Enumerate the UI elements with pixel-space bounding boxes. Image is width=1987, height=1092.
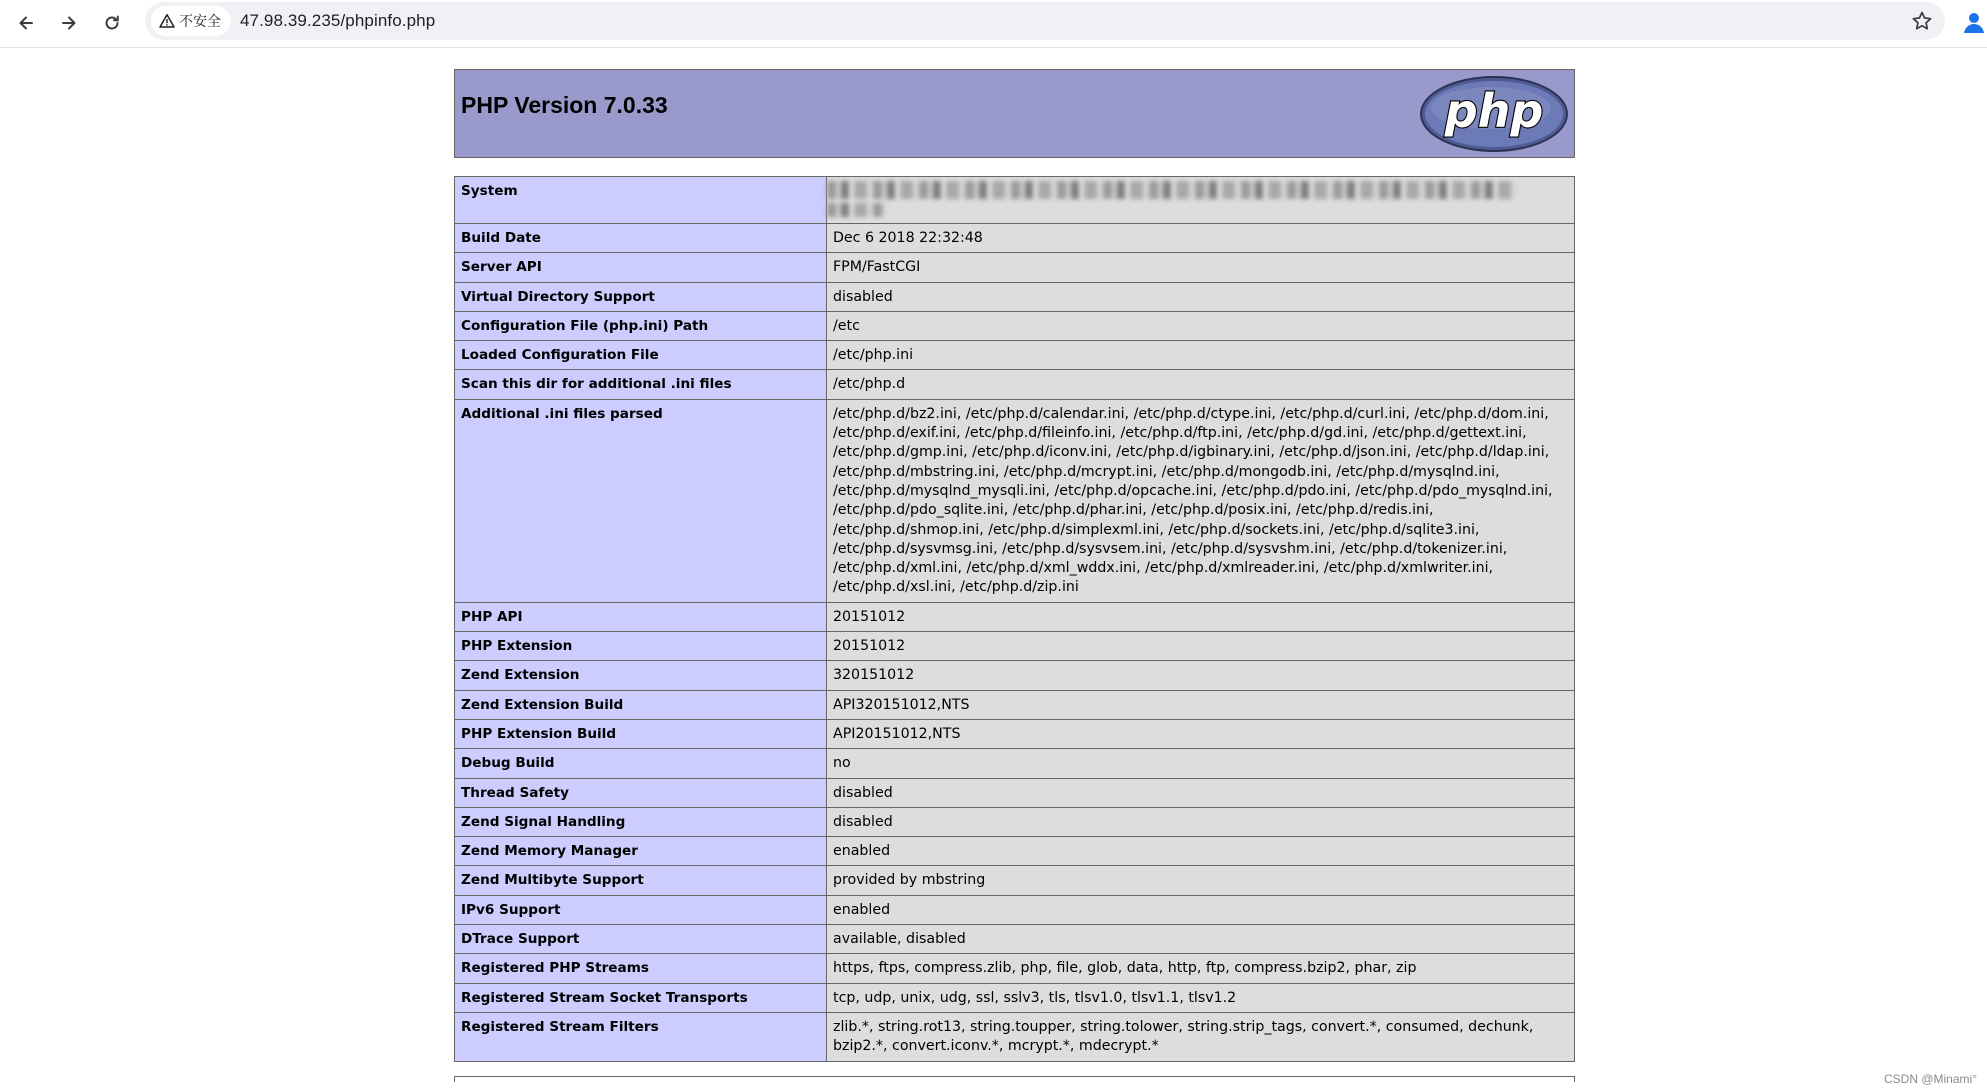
forward-button[interactable] — [50, 4, 88, 42]
row-label: System — [455, 177, 827, 224]
row-value: tcp, udp, unix, udg, ssl, sslv3, tls, tlsv1.0, tlsv1.1, tlsv1.2 — [827, 983, 1575, 1012]
php-version-header — [454, 69, 1575, 158]
star-icon[interactable] — [1911, 10, 1933, 32]
redacted-text — [827, 181, 1517, 199]
url-text[interactable]: 47.98.39.235/phpinfo.php — [240, 11, 436, 30]
table-row — [455, 837, 1575, 866]
table-row — [455, 177, 1575, 224]
security-indicator[interactable] — [151, 6, 231, 36]
row-label: Scan this dir for additional .ini files — [455, 370, 827, 399]
security-label: 不安全 — [179, 13, 221, 29]
row-label: PHP Extension Build — [455, 719, 827, 748]
row-value: disabled — [827, 282, 1575, 311]
row-value: disabled — [827, 778, 1575, 807]
table-row — [455, 370, 1575, 399]
row-value: available, disabled — [827, 925, 1575, 954]
row-label: Server API — [455, 253, 827, 282]
watermark: CSDN @Minami° — [1884, 1072, 1977, 1086]
row-value: API20151012,NTS — [827, 719, 1575, 748]
php-logo[interactable] — [1419, 75, 1569, 153]
table-row — [455, 282, 1575, 311]
phpinfo-page — [454, 69, 1575, 1082]
reload-button[interactable] — [93, 4, 131, 42]
row-value: 20151012 — [827, 632, 1575, 661]
warning-icon — [159, 13, 175, 29]
row-label: Zend Extension Build — [455, 690, 827, 719]
row-label: PHP API — [455, 602, 827, 631]
table-row — [455, 311, 1575, 340]
row-label: Registered PHP Streams — [455, 954, 827, 983]
table-row — [455, 778, 1575, 807]
reload-icon — [102, 13, 122, 33]
row-label: Additional .ini files parsed — [455, 399, 827, 602]
row-label: Zend Memory Manager — [455, 837, 827, 866]
browser-toolbar — [0, 0, 1987, 48]
row-value: /etc/php.ini — [827, 341, 1575, 370]
row-label: Registered Stream Filters — [455, 1012, 827, 1061]
info-table — [454, 176, 1575, 1062]
row-value: Dec 6 2018 22:32:48 — [827, 224, 1575, 253]
table-row — [455, 661, 1575, 690]
table-row — [455, 719, 1575, 748]
table-row — [455, 925, 1575, 954]
next-table-edge — [454, 1076, 1575, 1082]
back-icon — [16, 13, 36, 33]
row-label: Virtual Directory Support — [455, 282, 827, 311]
row-value: https, ftps, compress.zlib, php, file, glob, data, http, ftp, compress.bzip2, phar, zip — [827, 954, 1575, 983]
row-label: Registered Stream Socket Transports — [455, 983, 827, 1012]
row-label: PHP Extension — [455, 632, 827, 661]
row-label: IPv6 Support — [455, 895, 827, 924]
table-row — [455, 983, 1575, 1012]
table-row — [455, 341, 1575, 370]
row-label: Thread Safety — [455, 778, 827, 807]
table-row — [455, 690, 1575, 719]
redacted-text — [827, 203, 885, 217]
table-row — [455, 224, 1575, 253]
page-title: PHP Version 7.0.33 — [461, 92, 668, 118]
svg-text:php: php — [1444, 84, 1544, 138]
table-row — [455, 253, 1575, 282]
profile-icon[interactable] — [1962, 10, 1986, 34]
row-value: /etc/php.d — [827, 370, 1575, 399]
row-value: FPM/FastCGI — [827, 253, 1575, 282]
row-value: API320151012,NTS — [827, 690, 1575, 719]
row-label: Zend Signal Handling — [455, 807, 827, 836]
row-label: Configuration File (php.ini) Path — [455, 311, 827, 340]
row-value: no — [827, 749, 1575, 778]
row-label: Loaded Configuration File — [455, 341, 827, 370]
row-value: zlib.*, string.rot13, string.toupper, string.tolower, string.strip_tags, convert.*, consumed, dechunk, bzip2.*, convert.iconv.*, mcrypt.*, mdecrypt.* — [827, 1012, 1575, 1061]
row-value: 320151012 — [827, 661, 1575, 690]
row-label: DTrace Support — [455, 925, 827, 954]
row-value: provided by mbstring — [827, 866, 1575, 895]
table-row — [455, 602, 1575, 631]
row-value: enabled — [827, 837, 1575, 866]
row-value: 20151012 — [827, 602, 1575, 631]
row-value: /etc — [827, 311, 1575, 340]
row-label: Zend Multibyte Support — [455, 866, 827, 895]
row-value-redacted — [827, 177, 1575, 224]
table-row — [455, 954, 1575, 983]
row-label: Debug Build — [455, 749, 827, 778]
table-row — [455, 807, 1575, 836]
back-button[interactable] — [7, 4, 45, 42]
row-value: enabled — [827, 895, 1575, 924]
table-row — [455, 866, 1575, 895]
address-bar[interactable] — [145, 2, 1945, 40]
row-value: /etc/php.d/bz2.ini, /etc/php.d/calendar.ini, /etc/php.d/ctype.ini, /etc/php.d/curl.ini, /etc/php.d/dom.ini, /etc/php.d/exif.ini, /etc/php.d/fileinfo.ini, /etc/php.d/ftp.ini, /etc/php.d/gd.ini, /etc/php.d/gettext.ini, /etc/php.d/gmp.ini, /etc/php.d/iconv.ini, /etc/php.d/igbinary.ini, /etc/php.d/json.ini, /etc/php.d/ldap.ini, /etc/php.d/mbstring.ini, /etc/php.d/mcrypt.ini, /etc/php.d/mongodb.ini, /etc/php.d/mysqlnd.ini, /etc/php.d/mysqlnd_mysqli.ini, /etc/php.d/opcache.ini, /etc/php.d/pdo.ini, /etc/php.d/pdo_mysqlnd.ini, /etc/php.d/pdo_sqlite.ini, /etc/php.d/phar.ini, /etc/php.d/posix.ini, /etc/php.d/redis.ini, /etc/php.d/shmop.ini, /etc/php.d/simplexml.ini, /etc/php.d/sockets.ini, /etc/php.d/sqlite3.ini, /etc/php.d/sysvmsg.ini, /etc/php.d/sysvsem.ini, /etc/php.d/sysvshm.ini, /etc/php.d/tokenizer.ini, /etc/php.d/xml.ini, /etc/php.d/xml_wddx.ini, /etc/php.d/xmlreader.ini, /etc/php.d/xmlwriter.ini, /etc/php.d/xsl.ini, /etc/php.d/zip.ini — [827, 399, 1575, 602]
row-label: Build Date — [455, 224, 827, 253]
row-value: disabled — [827, 807, 1575, 836]
table-row — [455, 399, 1575, 602]
table-row — [455, 895, 1575, 924]
table-row — [455, 749, 1575, 778]
table-row — [455, 1012, 1575, 1061]
table-row — [455, 632, 1575, 661]
row-label: Zend Extension — [455, 661, 827, 690]
forward-icon — [59, 13, 79, 33]
